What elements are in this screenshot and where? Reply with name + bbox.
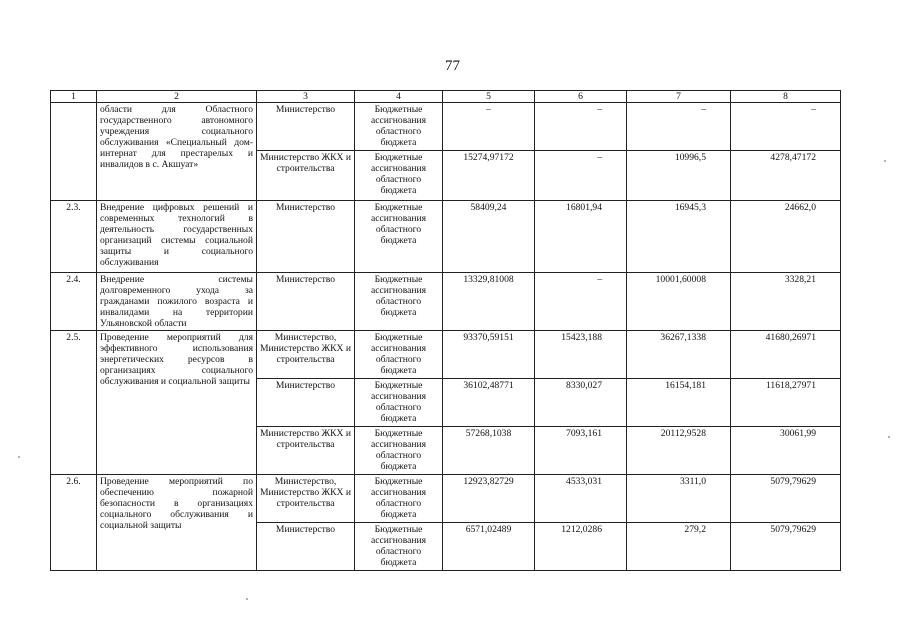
total-amount: 36102,48771 bbox=[443, 379, 535, 427]
year-2-amount: 16154,181 bbox=[627, 379, 731, 427]
year-1-amount: 7093,161 bbox=[535, 427, 627, 475]
year-1-amount: – bbox=[535, 151, 627, 201]
budget-table bbox=[50, 90, 841, 571]
funding-source: Бюджетные ассигнования областного бюджета bbox=[355, 379, 443, 427]
year-2-amount: 279,2 bbox=[627, 523, 731, 571]
total-amount: 57268,1038 bbox=[443, 427, 535, 475]
executor: Министерство, Министерство ЖКХ и строительства bbox=[257, 331, 355, 379]
total-amount: 15274,97172 bbox=[443, 151, 535, 201]
executor: Министерство bbox=[257, 201, 355, 273]
year-1-amount: 16801,94 bbox=[535, 201, 627, 273]
measure-name: области для Областного государственного автономного учреждения социального обслуживания «Специальный дом-интернат для престарелых и инвалидов в с. Акшуат» bbox=[97, 103, 257, 201]
scan-speck bbox=[884, 160, 886, 162]
year-1-amount: – bbox=[535, 103, 627, 151]
table-row bbox=[51, 273, 841, 331]
year-2-amount: 10001,60008 bbox=[627, 273, 731, 331]
year-2-amount: – bbox=[627, 103, 731, 151]
header-cell: 6 bbox=[535, 91, 627, 103]
year-3-amount: 5079,79629 bbox=[731, 475, 841, 523]
year-2-amount: 36267,1338 bbox=[627, 331, 731, 379]
funding-source: Бюджетные ассигнования областного бюджета bbox=[355, 331, 443, 379]
year-3-amount: 24662,0 bbox=[731, 201, 841, 273]
table-row bbox=[51, 103, 841, 151]
measure-name: Внедрение системы долговременного ухода за гражданами пожилого возраста и инвалидами на территории Ульяновской области bbox=[97, 273, 257, 331]
executor: Министерство bbox=[257, 379, 355, 427]
scan-speck bbox=[888, 436, 890, 438]
measure-name: Проведение мероприятий по обеспечению пожарной безопасности в организациях социального обслуживания и социальной защиты bbox=[97, 475, 257, 571]
executor: Министерство ЖКХ и строительства bbox=[257, 427, 355, 475]
total-amount: 13329,81008 bbox=[443, 273, 535, 331]
page-number: 77 bbox=[445, 58, 460, 74]
executor: Министерство bbox=[257, 523, 355, 571]
year-1-amount: 4533,031 bbox=[535, 475, 627, 523]
header-cell: 1 bbox=[51, 91, 97, 103]
scan-speck bbox=[18, 456, 20, 458]
row-number: 2.5. bbox=[51, 331, 97, 475]
table-body bbox=[51, 103, 841, 571]
funding-source: Бюджетные ассигнования областного бюджета bbox=[355, 273, 443, 331]
row-number: 2.4. bbox=[51, 273, 97, 331]
row-number: 2.6. bbox=[51, 475, 97, 571]
row-number: 2.3. bbox=[51, 201, 97, 273]
funding-source: Бюджетные ассигнования областного бюджета bbox=[355, 201, 443, 273]
year-1-amount: – bbox=[535, 273, 627, 331]
year-1-amount: 1212,0286 bbox=[535, 523, 627, 571]
year-3-amount: 3328,21 bbox=[731, 273, 841, 331]
table-row bbox=[51, 331, 841, 379]
total-amount: 58409,24 bbox=[443, 201, 535, 273]
header-cell: 3 bbox=[257, 91, 355, 103]
year-2-amount: 20112,9528 bbox=[627, 427, 731, 475]
funding-source: Бюджетные ассигнования областного бюджета bbox=[355, 103, 443, 151]
total-amount: – bbox=[443, 103, 535, 151]
table-row bbox=[51, 201, 841, 273]
scan-speck bbox=[246, 598, 248, 600]
year-2-amount: 3311,0 bbox=[627, 475, 731, 523]
year-3-amount: 4278,47172 bbox=[731, 151, 841, 201]
year-3-amount: 30061,99 bbox=[731, 427, 841, 475]
funding-source: Бюджетные ассигнования областного бюджета bbox=[355, 151, 443, 201]
funding-source: Бюджетные ассигнования областного бюджета bbox=[355, 475, 443, 523]
executor: Министерство, Министерство ЖКХ и строительства bbox=[257, 475, 355, 523]
header-cell: 8 bbox=[731, 91, 841, 103]
header-cell: 4 bbox=[355, 91, 443, 103]
header-cell: 7 bbox=[627, 91, 731, 103]
table-row bbox=[51, 475, 841, 523]
header-cell: 5 bbox=[443, 91, 535, 103]
year-2-amount: 10996,5 bbox=[627, 151, 731, 201]
funding-source: Бюджетные ассигнования областного бюджета bbox=[355, 427, 443, 475]
row-number bbox=[51, 103, 97, 201]
executor: Министерство bbox=[257, 103, 355, 151]
funding-source: Бюджетные ассигнования областного бюджета bbox=[355, 523, 443, 571]
total-amount: 93370,59151 bbox=[443, 331, 535, 379]
year-3-amount: – bbox=[731, 103, 841, 151]
year-3-amount: 5079,79629 bbox=[731, 523, 841, 571]
year-1-amount: 8330,027 bbox=[535, 379, 627, 427]
total-amount: 12923,82729 bbox=[443, 475, 535, 523]
measure-name: Внедрение цифровых решений и современных технологий в деятельность государственных организаций системы социальной защиты и социального обслуживания bbox=[97, 201, 257, 273]
executor: Министерство ЖКХ и строительства bbox=[257, 151, 355, 201]
total-amount: 6571,02489 bbox=[443, 523, 535, 571]
measure-name: Проведение мероприятий для эффективного использования энергетических ресурсов в организациях социального обслуживания и социальной защиты bbox=[97, 331, 257, 475]
header-row bbox=[51, 91, 841, 103]
executor: Министерство bbox=[257, 273, 355, 331]
year-3-amount: 41680,26971 bbox=[731, 331, 841, 379]
year-3-amount: 11618,27971 bbox=[731, 379, 841, 427]
year-1-amount: 15423,188 bbox=[535, 331, 627, 379]
header-cell: 2 bbox=[97, 91, 257, 103]
year-2-amount: 16945,3 bbox=[627, 201, 731, 273]
